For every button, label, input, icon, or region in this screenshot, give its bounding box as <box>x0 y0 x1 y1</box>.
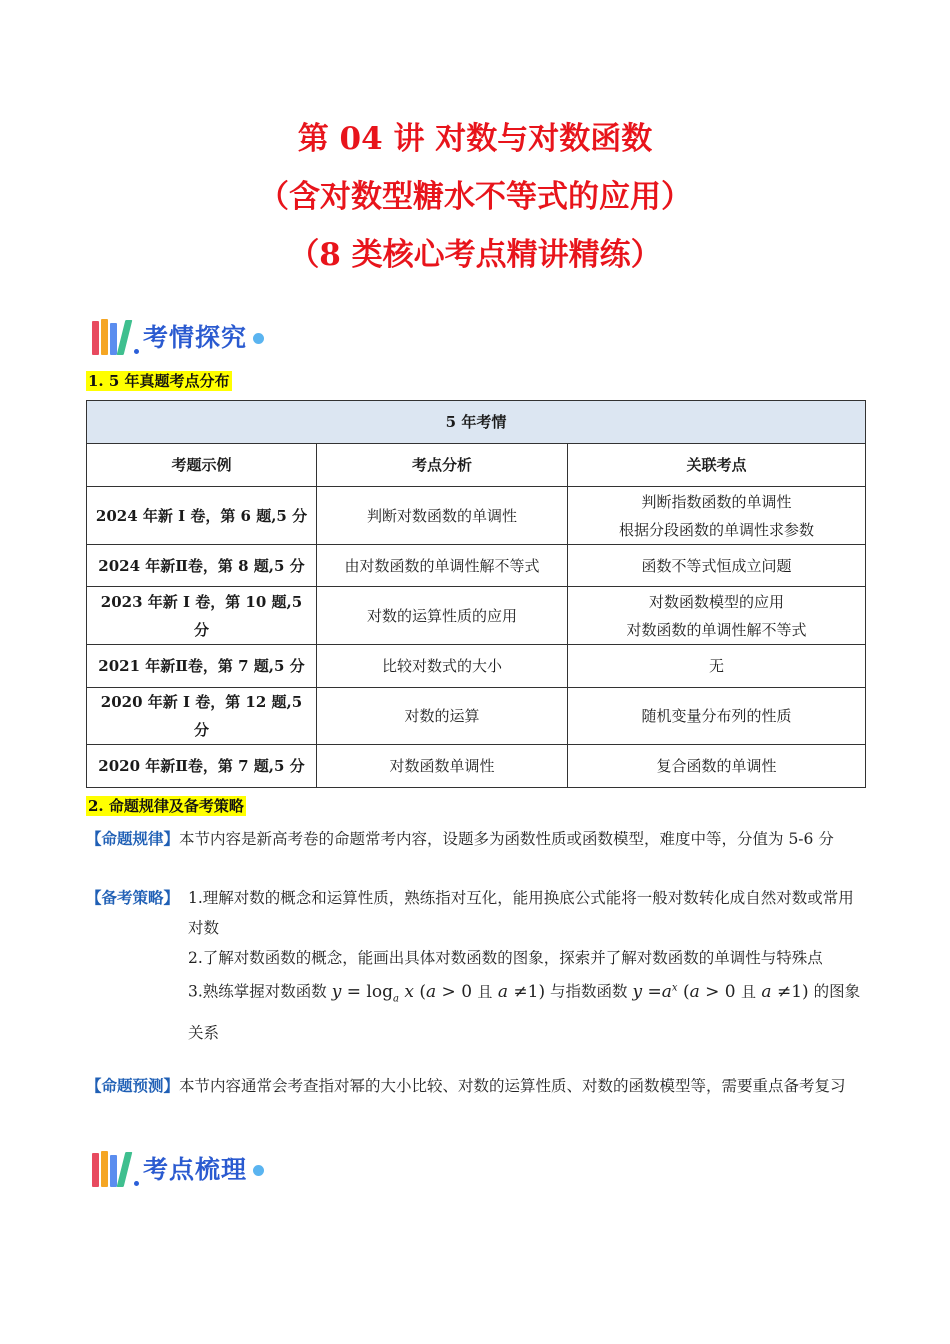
cell-related: 函数不等式恒成立问题 <box>568 545 866 587</box>
and-word: 且 <box>741 982 757 1001</box>
cell-related-line: 判断指数函数的单调性 <box>641 492 792 511</box>
part2-label: 2. 命题规律及备考策略 <box>88 797 244 815</box>
strategy-block <box>86 883 866 1050</box>
forecast-paragraph <box>86 1071 866 1101</box>
table-row <box>87 545 866 587</box>
strategy-item-1: 1.理解对数的概念和运算性质，熟练指对互化，能用换底公式能将一般对数转化成自然对数或常用对数 <box>188 889 854 937</box>
cell-related: 随机变量分布列的性质 <box>568 688 866 745</box>
circle-dot-icon <box>253 1165 264 1176</box>
rule-tag: 【命题规律】 <box>86 829 180 848</box>
dot-icon <box>134 1181 139 1186</box>
title-block <box>0 110 950 284</box>
cell-exam: 2024 年新 I 卷，第 6 题,5 分 <box>87 487 317 545</box>
table-caption: 5 年考情 <box>87 401 866 444</box>
cell-analysis: 对数函数单调性 <box>317 745 568 788</box>
cell-analysis: 比较对数式的大小 <box>317 645 568 688</box>
cell-related: 无 <box>568 645 866 688</box>
section-heading-text: 考点梳理 <box>143 1155 248 1184</box>
strategy-tag: 【备考策略】 <box>86 888 180 907</box>
cell-exam: 2024 年新Ⅱ卷，第 8 题,5 分 <box>87 545 317 587</box>
cell-exam: 2023 年新 I 卷，第 10 题,5 分 <box>87 587 317 645</box>
table-row <box>87 688 866 745</box>
cell-related: 复合函数的单调性 <box>568 745 866 788</box>
cell-related-line: 对数函数的单调性解不等式 <box>626 620 807 639</box>
cell-exam: 2020 年新Ⅱ卷，第 7 题,5 分 <box>87 745 317 788</box>
table-row <box>87 487 866 545</box>
books-icon <box>92 1149 130 1187</box>
rule-paragraph <box>86 824 866 854</box>
cell-related-line: 根据分段函数的单调性求参数 <box>619 520 815 539</box>
table-row <box>87 587 866 645</box>
cell-related <box>568 487 866 545</box>
table-row <box>87 645 866 688</box>
table-row <box>87 745 866 788</box>
strategy-item-2: 2.了解对数函数的概念，能画出具体对数函数的图象，探索并了解对数函数的单调性与特殊点 <box>188 949 823 967</box>
cell-analysis: 判断对数函数的单调性 <box>317 487 568 545</box>
and-word: 且 <box>477 982 493 1001</box>
table-header-related: 关联考点 <box>568 444 866 487</box>
table-header-analysis: 考点分析 <box>317 444 568 487</box>
rule-text: 本节内容是新高考卷的命题常考内容，设题多为函数性质或函数模型，难度中等，分值为 5-6 分 <box>179 830 834 848</box>
cell-related-line: 对数函数模型的应用 <box>649 592 785 611</box>
forecast-tag: 【命题预测】 <box>86 1076 180 1095</box>
cell-analysis: 对数的运算 <box>317 688 568 745</box>
title-line-2: （含对数型糖水不等式的应用） <box>258 179 692 215</box>
cell-exam: 2020 年新 I 卷，第 12 题,5 分 <box>87 688 317 745</box>
dot-icon <box>134 349 139 354</box>
title-line-3: （8 类核心考点精讲精练） <box>288 237 662 273</box>
table-header-exam: 考题示例 <box>87 444 317 487</box>
cell-analysis: 对数的运算性质的应用 <box>317 587 568 645</box>
strategy-item-3-a: 3.熟练掌握对数函数 <box>188 982 327 1001</box>
section-heading-key-points <box>92 1146 264 1190</box>
cell-exam: 2021 年新Ⅱ卷，第 7 题,5 分 <box>87 645 317 688</box>
section-heading-exam-trends <box>92 314 264 358</box>
strategy-item-3 <box>188 971 866 1050</box>
exam-distribution-table <box>86 400 866 788</box>
strategy-item-3-b: 与指数函数 <box>550 982 628 1001</box>
cell-analysis: 由对数函数的单调性解不等式 <box>317 545 568 587</box>
exp-function-formula: $y =a^x$ (a > 0 且 a ≠1) <box>632 981 809 1002</box>
cell-related <box>568 587 866 645</box>
part1-label: 1. 5 年真题考点分布 <box>88 372 230 390</box>
title-line-1: 第 04 讲 对数与对数函数 <box>297 121 653 157</box>
strategy-item-3-c: 的图象关系 <box>188 982 861 1043</box>
section-heading-text: 考情探究 <box>143 323 248 352</box>
books-icon <box>92 317 130 355</box>
circle-dot-icon <box>253 333 264 344</box>
forecast-text: 本节内容通常会考查指对幂的大小比较、对数的运算性质、对数的函数模型等，需要重点备考复习 <box>179 1077 846 1095</box>
log-function-formula: $y = \log_a x$ (a > 0 且 a ≠1) <box>331 981 546 1005</box>
